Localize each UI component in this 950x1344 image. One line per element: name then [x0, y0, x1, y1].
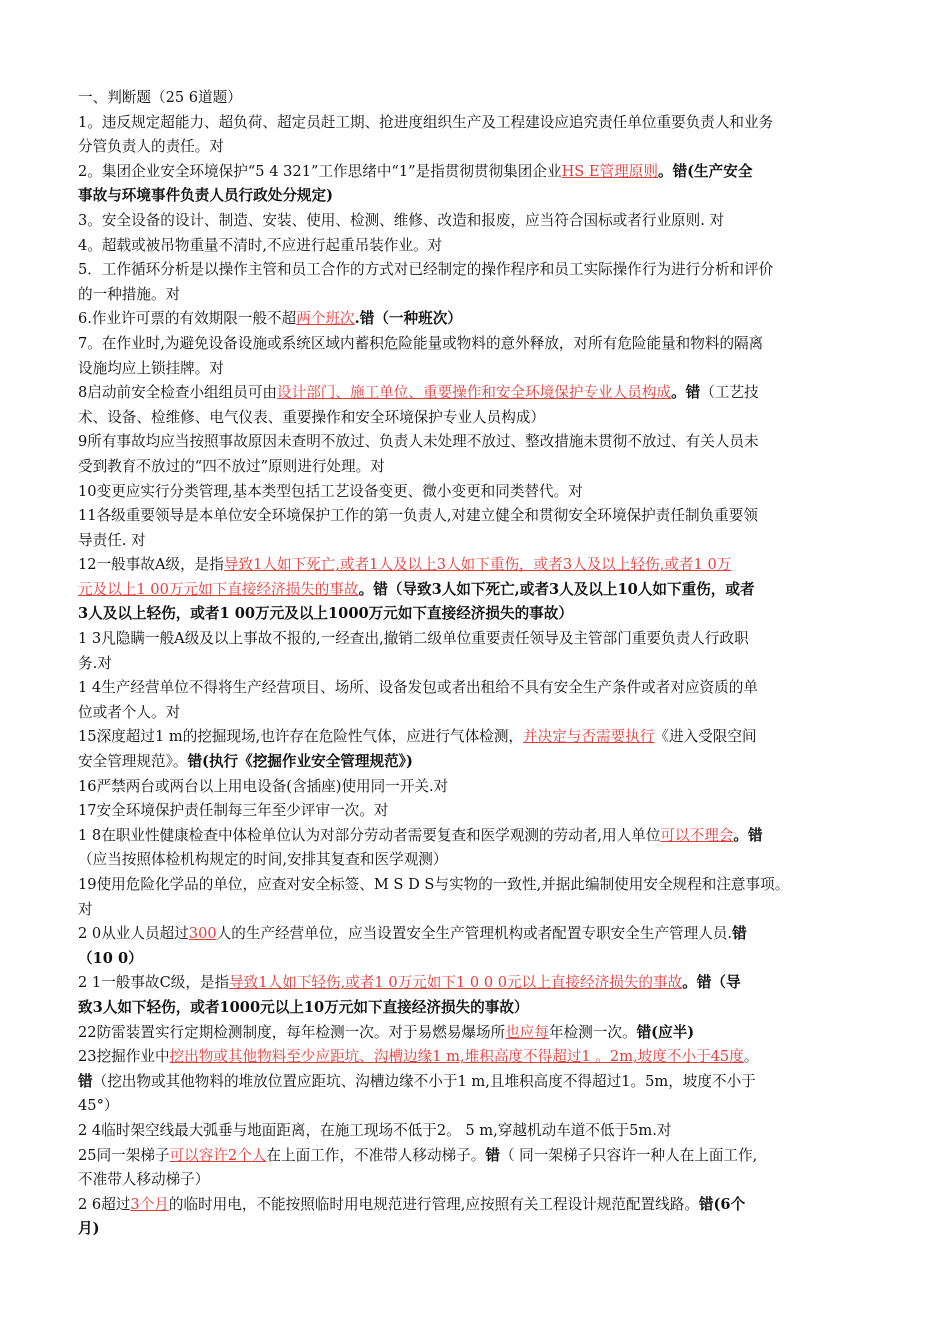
statement-text: 2 1一般事故C级，是指: [78, 974, 230, 992]
statement-text: 2。集团企业安全环境保护“5 4 321”工作思绪中“1”是指贯彻贯彻集团企业: [78, 162, 562, 180]
statement-text: 5．工作循环分析是以操作主管和员工合作的方式对已经制定的操作程序和员工实际操作行为进行分析和评价: [78, 261, 774, 279]
text-line: [78, 1144, 910, 1169]
statement-text: 11各级重要领导是本单位安全环境保护工作的第一负责人,对建立健全和贯彻安全环境保护责任制负重要领: [78, 507, 758, 525]
text-line: [78, 1094, 910, 1119]
text-line: [78, 652, 910, 677]
text-line: [78, 1217, 910, 1242]
statement-text: 年检测一次。: [549, 1023, 637, 1041]
statement-text: 分管负责人的责任。对: [78, 138, 224, 156]
answer-correction: 错: [485, 1146, 500, 1164]
highlighted-error-text: 设计部门、施工单位、重要操作和安全环境保护专业人员构成: [277, 384, 672, 402]
answer-correction: 。错（导致3人如下死亡,或者3人及以上10人如下重伤，或者: [358, 580, 755, 598]
text-line: [78, 529, 910, 554]
text-line: [78, 480, 910, 505]
statement-text: 受到教育不放过的“四不放过”原则进行处理。对: [78, 457, 385, 475]
text-line: [78, 430, 910, 455]
statement-text: 10变更应实行分类管理,基本类型包括工艺设备变更、微小变更和同类替代。对: [78, 482, 583, 500]
text-line: [78, 455, 910, 480]
statement-text: 4。超载或被吊物重量不清时,不应进行起重吊装作业。对: [78, 236, 443, 254]
statement-text: 一、判断题（25 6道题）: [78, 89, 242, 106]
text-line: [78, 258, 910, 283]
statement-text: 的一种措施。对: [78, 285, 181, 303]
statement-text: （挖出物或其他物料的堆放位置应距坑、沟槽边缘不小于1 m,且堆积高度不得超过1。5m，坡度不小于: [92, 1072, 756, 1090]
answer-correction: 错: [732, 925, 747, 943]
statement-text: 6.作业许可票的有效期限一般不超: [78, 310, 297, 328]
text-line: [78, 184, 910, 209]
text-line: [78, 898, 910, 923]
answer-correction: 错: [78, 1072, 93, 1090]
statement-text: （工艺技: [700, 384, 759, 402]
statement-text: 的临时用电，不能按照临时用电规范进行管理,应按照有关工程设计规范配置线路。: [168, 1195, 699, 1213]
answer-correction: （10 0）: [78, 949, 143, 967]
text-line: [78, 750, 910, 775]
text-line: [78, 1070, 910, 1095]
text-line: [78, 922, 910, 947]
statement-text: 导责任. 对: [78, 531, 146, 549]
statement-text: （ 同一架梯子只容许一种人在上面工作,: [499, 1146, 758, 1164]
statement-text: 人的生产经营单位，应当设置安全生产管理机构或者配置专职安全生产管理人员.: [216, 925, 733, 943]
statement-text: 术、设备、检维修、电气仪表、重要操作和安全环境保护专业人员构成）: [78, 408, 546, 426]
text-line: [78, 1119, 910, 1144]
text-line: [78, 1193, 910, 1218]
text-line: [78, 504, 910, 529]
answer-correction: 错(应半): [636, 1023, 695, 1041]
statement-text: 23挖掘作业中: [78, 1048, 170, 1066]
answer-correction: 错(6个: [698, 1195, 746, 1213]
text-line: [78, 725, 910, 750]
statement-text: 2 6超过: [78, 1195, 131, 1213]
statement-text: 《进入受限空间: [654, 728, 757, 746]
answer-correction: 错(执行《挖掘作业安全管理规范》): [187, 753, 413, 771]
statement-text: 。: [743, 1048, 759, 1066]
statement-text: 1 3凡隐瞒一般A级及以上事故不报的,一经查出,撤销二级单位重要责任领导及主管部门重要负责人行政职: [78, 630, 749, 648]
answer-correction: .错（一种班次）: [354, 310, 462, 328]
highlighted-error-text: 并决定与否需要执行: [523, 728, 655, 746]
statement-text: 12一般事故A级，是指: [78, 556, 224, 574]
text-line: [78, 701, 910, 726]
answer-correction: 月): [78, 1220, 100, 1238]
statement-text: 22防雷装置实行定期检测制度，每年检测一次。对于易燃易爆场所: [78, 1023, 506, 1041]
highlighted-error-text: 导致1人如下轻伤,或者1 0万元如下1 0 0 0元以上直接经济损失的事故: [229, 974, 683, 992]
text-line: [78, 234, 910, 259]
answer-correction: 。错: [733, 826, 763, 844]
statement-text: 设施均应上锁挂牌。对: [78, 359, 224, 377]
highlighted-error-text: 也应每: [505, 1023, 549, 1041]
text-line: [78, 357, 910, 382]
text-line: [78, 947, 910, 972]
statement-text: 1 4生产经营单位不得将生产经营项目、场所、设备发包或者出租给不具有安全生产条件或者对应资质的单: [78, 679, 758, 697]
highlighted-error-text: 300: [188, 925, 217, 943]
text-line: [78, 406, 910, 431]
answer-correction: 。错(生产安全: [657, 162, 753, 180]
highlighted-error-text: 两个班次: [296, 310, 355, 328]
text-line: [78, 676, 910, 701]
highlighted-error-text: 元及以上1 00万元如下直接经济损失的事故: [78, 580, 359, 598]
statement-text: 45°）: [78, 1097, 119, 1115]
text-line: [78, 111, 910, 136]
answer-correction: 。错（导: [682, 974, 741, 992]
highlighted-error-text: 可以不理会: [660, 826, 734, 844]
text-line: [78, 775, 910, 800]
answer-correction: 致3人如下轻伤，或者1000元以上10万元如下直接经济损失的事故）: [78, 998, 529, 1016]
answer-correction: 3人及以上轻伤，或者1 00万元及以上1000万元如下直接经济损失的事故）: [78, 605, 573, 623]
statement-text: 务.对: [78, 654, 112, 672]
text-line: [78, 135, 910, 160]
answer-correction: 事故与环境事件负责人员行政处分规定): [78, 187, 334, 205]
statement-text: 对: [78, 900, 93, 918]
text-line: [78, 996, 910, 1021]
text-line: [78, 971, 910, 996]
statement-text: 位或者个人。对: [78, 703, 181, 721]
text-line: [78, 86, 910, 111]
statement-text: 2 4临时架空线最大弧垂与地面距离，在施工现场不低于2。 5 m,穿越机动车道不低于5m.对: [78, 1121, 672, 1139]
highlighted-error-text: HS E管理原则: [561, 162, 658, 180]
statement-text: 16严禁两台或两台以上用电设备(含插座)使用同一开关.对: [78, 777, 449, 795]
text-line: [78, 824, 910, 849]
statement-text: （应当按照体检机构规定的时间,安排其复查和医学观测）: [78, 851, 448, 869]
document-text-body: [78, 86, 910, 1242]
text-line: [78, 381, 910, 406]
text-line: [78, 873, 910, 898]
text-line: [78, 160, 910, 185]
highlighted-error-text: 挖出物或其他物料至少应距坑、沟槽边缘1 m,堆积高度不得超过1 。2m,坡度不小于45度: [169, 1048, 744, 1066]
highlighted-error-text: 导致1人如下死亡,或者1人及以上3人如下重伤，或者3人及以上轻伤,或者1 0万: [223, 556, 732, 574]
statement-text: 在上面工作，不准带人移动梯子。: [266, 1146, 486, 1164]
statement-text: 2 0从业人员超过: [78, 925, 189, 943]
statement-text: 17安全环境保护责任制每三年至少评审一次。对: [78, 802, 389, 820]
statement-text: 9所有事故均应当按照事故原因未查明不放过、负责人未处理不放过、整改措施未贯彻不放过、有关人员未: [78, 433, 759, 451]
statement-text: 不准带人移动梯子）: [78, 1171, 210, 1189]
text-line: [78, 1168, 910, 1193]
statement-text: 1。违反规定超能力、超负荷、超定员赶工期、抢进度组织生产及工程建设应追究责任单位重要负责人和业务: [78, 113, 774, 131]
text-line: [78, 602, 910, 627]
answer-correction: 。错: [671, 384, 701, 402]
text-line: [78, 332, 910, 357]
statement-text: 1 8在职业性健康检查中体检单位认为对部分劳动者需要复查和医学观测的劳动者,用人单位: [78, 826, 661, 844]
text-line: [78, 283, 910, 308]
statement-text: 8启动前安全检查小组组员可由: [78, 384, 278, 402]
text-line: [78, 578, 910, 603]
statement-text: 3。安全设备的设计、制造、安装、使用、检测、维修、改造和报废，应当符合国标或者行业原则. 对: [78, 211, 725, 229]
highlighted-error-text: 3个月: [130, 1195, 169, 1213]
text-line: [78, 307, 910, 332]
text-line: [78, 627, 910, 652]
text-line: [78, 1021, 910, 1046]
text-line: [78, 553, 910, 578]
statement-text: 25同一架梯子: [78, 1146, 170, 1164]
text-line: [78, 848, 910, 873]
statement-text: 安全管理规范》。: [78, 753, 188, 771]
text-line: [78, 799, 910, 824]
statement-text: 15深度超过1 m的挖掘现场,也许存在危险性气体，应进行气体检测，: [78, 728, 524, 746]
text-line: [78, 209, 910, 234]
statement-text: 19使用危险化学品的单位，应查对安全标签、M S D S与实物的一致性,并据此编制使用安全规程和注意事项。: [78, 876, 790, 893]
statement-text: 7。在作业时,为避免设备设施或系统区域内蓄积危险能量或物料的意外释放，对所有危险能量和物料的隔离: [78, 334, 764, 352]
text-line: [78, 1045, 910, 1070]
highlighted-error-text: 可以容许2个人: [169, 1146, 267, 1164]
